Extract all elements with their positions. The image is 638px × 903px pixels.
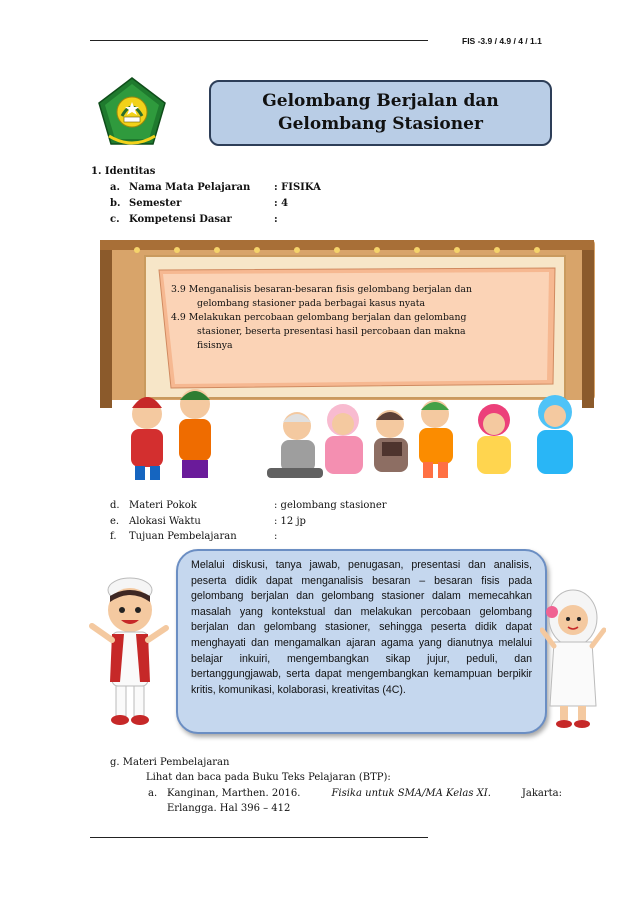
girl-illustration	[540, 584, 606, 732]
identity-label-c	[129, 214, 232, 225]
identity-value-b	[274, 198, 288, 209]
row-marker: c.	[110, 214, 120, 225]
kd-4-9-cont-1: stasioner, beserta presentasi hasil percobaan dan makna	[197, 326, 466, 337]
row-label: Semester	[129, 198, 182, 209]
identity-label-b	[129, 198, 181, 209]
title-line-1: Gelombang Berjalan dan	[262, 91, 499, 111]
reference-publisher: Erlangga. Hal 396 – 412	[167, 803, 291, 814]
identity-value-e: : 12 jp	[274, 516, 306, 527]
header-rule	[90, 40, 428, 41]
identity-label-a	[129, 182, 250, 193]
identity-value-d: : gelombang stasioner	[274, 500, 387, 511]
materi-intro	[146, 772, 391, 783]
materi-heading: g. Materi Pembelajaran	[110, 757, 230, 768]
identity-marker-d: d.	[110, 500, 120, 511]
kd-3-9-cont: gelombang stasioner pada berbagai kasus nyata	[197, 298, 425, 309]
identity-marker-e: e.	[110, 516, 120, 527]
document-code: FIS -3.9 / 4.9 / 4 / 1.1	[462, 36, 542, 46]
ministry-logo	[95, 76, 169, 148]
row-marker: a.	[110, 182, 120, 193]
reference-line-1	[167, 788, 562, 799]
identity-value-a	[274, 182, 321, 193]
kompetensi-dasar-text	[171, 283, 531, 353]
boy-illustration	[88, 570, 170, 730]
footer-rule	[90, 837, 428, 838]
identity-label-d: Materi Pokok	[129, 500, 197, 511]
reference-authors: Kanginan, Marthen. 2016.	[167, 788, 301, 799]
identity-label-f: Tujuan Pembelajaran	[129, 531, 237, 542]
row-value: :	[274, 214, 278, 225]
kids-banner-illustration	[97, 236, 597, 484]
reference-marker: a.	[148, 788, 158, 799]
row-value: : FISIKA	[274, 182, 321, 193]
identity-label-e: Alokasi Waktu	[129, 516, 201, 527]
kd-3-9-line: 3.9 Menganalisis besaran-besaran fisis gelombang berjalan dan	[171, 284, 472, 295]
reference-city: Jakarta:	[521, 788, 562, 799]
identity-row-b	[110, 198, 120, 209]
row-label: Kompetensi Dasar	[129, 214, 232, 225]
reference-title: Fisika untuk SMA/MA Kelas XI.	[331, 788, 491, 799]
identity-value-f: :	[274, 531, 278, 542]
row-value: : 4	[274, 198, 289, 209]
row-marker: b.	[110, 198, 121, 209]
identity-marker-f: f.	[110, 531, 117, 542]
row-label: Nama Mata Pelajaran	[129, 182, 251, 193]
identity-row-a	[110, 182, 120, 193]
identity-row-c	[110, 214, 120, 225]
identity-value-c	[274, 214, 278, 225]
kd-4-9-line: 4.9 Melakukan percobaan gelombang berjalan dan gelombang	[171, 312, 467, 323]
tujuan-pembelajaran-text: Melalui diskusi, tanya jawab, penugasan, presentasi dan analisis, peserta didik dapat menganalisis besaran – besaran fisis pada gelombang berjalan dan gelombang stasioner dalam memecahkan masalah yang kontekstual dan melakukan percobaan gelombang berjalan dan gelombang stasioner, sehingga peserta didik dapat menghayati dan mengamalkan ajaran agama yang dianutnya melalui belajar inkuiri, mengembangkan sikap jujur, peduli, dan bertanggungjawab, serta dapat mengembangkan kemampuan berpikir kritis, komunikasi, kolaborasi, kreativitas (4C).	[191, 559, 532, 696]
section-identitas-heading: 1. Identitas	[91, 166, 156, 177]
title-box	[209, 80, 552, 146]
kd-4-9-cont-2: fisisnya	[197, 340, 233, 351]
materi-intro-text: Lihat dan baca pada Buku Teks Pelajaran (BTP):	[146, 772, 391, 783]
title-line-2: Gelombang Stasioner	[278, 114, 483, 134]
